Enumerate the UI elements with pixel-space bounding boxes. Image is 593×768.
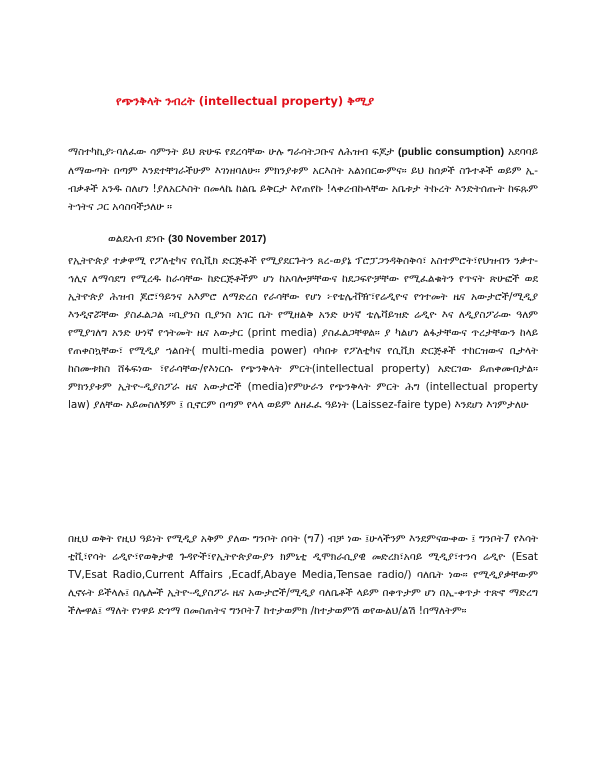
correction-text-start: ማስተካኪያ፦ባለፈው ሳምንት ይህ ጽሁፍ የደረሳቸው ሁሉ ግራሳትጋቡና ለሕዝብ ፍጆታ (68, 146, 398, 158)
correction-text-end: አደባባይ ለማውጣት በጣም እንደተቸገራችሁም እገነዘባለሁ። ምክንያቱም አርእስት አልነበርውምና። ይህ ከሰዎች ስጉተቶች ወይም ኢ-ብቃቶች አንዱ ስለሆነ !ያለአርእስት በመላኬ ከልቤ ይቅርታ እየጠየኩ !ላቀረብኩላቸው አቤቱታ ትኩረት እንድትሰጡት ከፍጹም ትኅትና ጋር አሳስባችኃለሁ ። (68, 146, 538, 213)
document-title: የጭንቅላት ንብረት (intellectual property) ቅሚያ (116, 94, 375, 108)
correction-paragraph (68, 143, 538, 216)
body-paragraph-ginbot7: በዚህ ወቅት የዚህ ዓይነት የሚዲያ አቅም ያለው ግንቦት ሰባት (ግ7) ብቻ ነው ፤ሁላችንም እንደምናውቀው ፤ ግንቦት7 የእሳት ቲቪ፣የሳት ሬዲዮ፣የወቅታዊ ጉዳዮች፣የኢትዮጵያውያን ክምኒቲ ዲሞክራሲያዊ መድረክ፣አባይ ሚዲያ፣ተንሳ ሬዲዮ (Esat TV,Esat Radio,Current Affairs ,Ecadf,Abaye Media,Tensae radio/) ባለቤት ነው። የሚዲያቃቸውም ሊኖሩት ይችላሉ፤ በሌሎች ኢትዮ-ዲያስፖራ ዜና አውታሮች/ሚዲያ ባለቤቶች ላይም በቀጥታም ሆነ በኢ-ቀጥታ ተጽኖ ማድረግ ችሎዋል፤ ማለት የነዋይ ድጎማ በመስጠትና ግንቦት7 ከተታወምክ /ከተታወምሽ ወየውልህ/ልሽ !በማለትም። (68, 533, 538, 617)
author-name: ወልደአብ ደንቡ (108, 233, 165, 245)
publication-date: (30 November 2017) (168, 234, 267, 245)
author-byline (108, 230, 266, 249)
body-paragraph-media: የኢትዮጵያ ተቃዋሚ የፖለቲካና የሲቪክ ድርጅቶች የሚያደርጉትን ጸረ-ወያኔ ፕሮፓጋንዳቅስቅሳ፣ አስተምሮት፣የህዝብን ንቃተ-ኅሊና ለማሳደግ የሚረዱ ከራሳቸው ከድርጅቶችም ሆነ ከአባሎቻቸውና ከደጋፍዮቻቸው የሚፈልቁትን የጥናት ጽሁፎች ወደ ኢትዮጵያ ሕዝብ ጆሮ፣ዓይንና አእምሮ ለማድረስ የራሳቸው የሆነ ፦የቴሌቭዥ፣የሬዲዮና የጎተመት ዜና አውታሮች/ሚዲያ እንዲኖሯቸው ያስፈልጋል ።ቢያንስ ቢያንስ አገር ቤት የሚዘልቅ አንድ ሁነኛ ቴሌቫይዝድ ሬዲዮ እና ለዲያስፖራው ዓለም የሚያገለግ አንድ ሁነኛ የኅትመት ዜና አውታር (print media) ያስፈልጋቸዋል። ያ ካልሆነ ልፋታቸውና ጥረታቸውን ከላይ የጠቀስኳቸው፣ የሚዲያ ኀልበት( multi-media power) ባካበቱ የፖለቲካና የሲቪክ ድርጅቶች ተከርዝውና ቢታላት ከስሙቱክስ ሸፋፍነው ፣የራሳቸው/የእነርሱ የጭንቅላት ምርት(intellectual property) አድርገው ይጠቀሙበታል። ምክንያቱም ኢትዮ-ዲያስፖራ ዜና አውታሮች (media)የምሁራን የጭንቅላት ምርት ሕግ (intellectual property law) ያለቸው አይመስለኝም ፤ ቢኖርም በጣም የላላ ወይም ለዘፈፈ ዓይነት (Laissez-faire type) እንደሆነ እገምታለሁ (68, 255, 538, 411)
correction-bold-term: (public consumption) (397, 147, 505, 158)
